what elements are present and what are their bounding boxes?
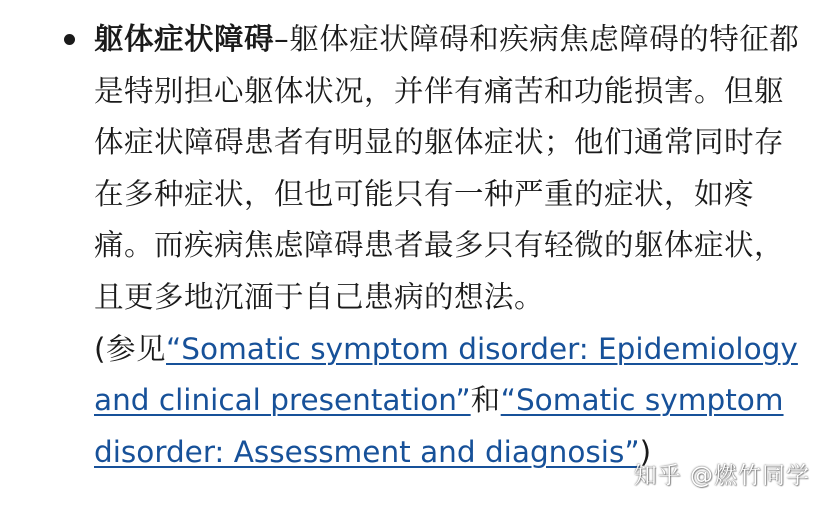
item-body-text: 躯体症状障碍和疾病焦虑障碍的特征都是特别担心躯体状况，并伴有痛苦和功能损害。但躯体症状障碍患者有明显的躯体症状；他们通常同时存在多种症状，但也可能只有一种严重的症状，如疼痛。而疾病焦虑障碍患者最多只有轻微的躯体症状，且更多地沉湎于自己患病的想法。 — [94, 22, 800, 314]
conjunction-text: 和 — [470, 383, 501, 418]
bullet-dot-icon — [64, 34, 75, 45]
term-heading: 躯体症状障碍 — [94, 22, 275, 56]
term-dash: – — [274, 22, 290, 56]
reference-link-epidemiology[interactable]: “Somatic symptom disorder: Epidemiology and clinical presentation” — [94, 331, 798, 418]
see-prefix: (参见 — [94, 331, 167, 366]
watermark: 知乎 @燃竹同学 — [633, 463, 810, 489]
reference-link-assessment[interactable]: “Somatic symptom disorder: Assessment and diagnosis” — [94, 383, 784, 469]
list-item — [0, 14, 828, 478]
bullet-list — [0, 14, 828, 478]
see-suffix: ) — [639, 434, 652, 469]
